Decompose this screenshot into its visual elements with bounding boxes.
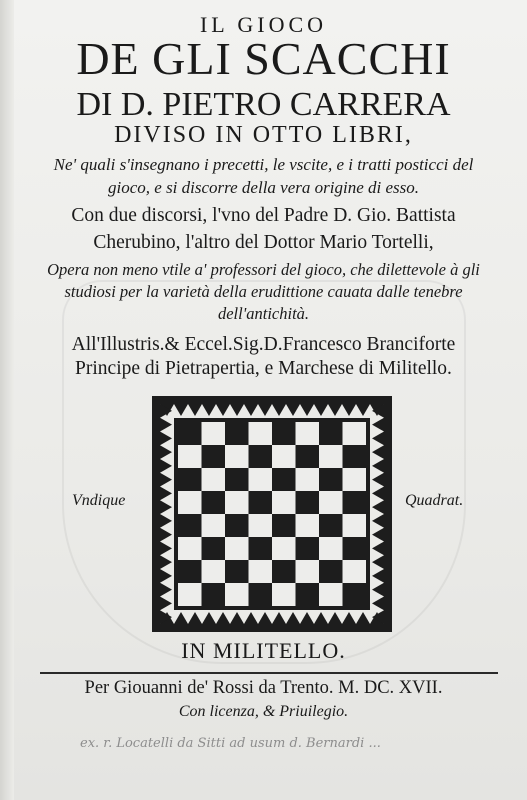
dedication-line-2: Principe di Pietrapertia, e Marchese di Militello. — [75, 358, 452, 379]
board-square — [225, 445, 249, 468]
board-square — [343, 445, 367, 468]
board-square — [225, 583, 249, 606]
imprint-rule — [40, 672, 498, 674]
board-square — [202, 537, 226, 560]
board-square — [249, 583, 273, 606]
board-square — [319, 491, 343, 514]
board-square — [272, 514, 296, 537]
board-square — [319, 422, 343, 445]
board-square — [296, 514, 320, 537]
board-square — [178, 491, 202, 514]
board-square — [319, 583, 343, 606]
board-square — [343, 491, 367, 514]
imprint-place: IN MILITELLO. — [181, 638, 346, 663]
board-square — [296, 445, 320, 468]
opera-line-3: dell'antichità. — [217, 304, 310, 323]
board-square — [272, 537, 296, 560]
motto-right: Quadrat. — [405, 492, 464, 509]
board-square — [202, 491, 226, 514]
board-square — [178, 445, 202, 468]
board-square — [343, 537, 367, 560]
board-square — [249, 514, 273, 537]
license-line: Con licenza, & Priuilegio. — [178, 703, 349, 720]
board-square — [249, 560, 273, 583]
printer-line: Per Giouanni de' Rossi da Trento. M. DC. XVII. — [84, 678, 443, 698]
board-square — [178, 422, 202, 445]
board-square — [319, 468, 343, 491]
board-square — [202, 422, 226, 445]
board-square — [249, 468, 273, 491]
board-square — [343, 422, 367, 445]
board-square — [272, 560, 296, 583]
handwritten-inscription: ex. r. Locatelli da Sitti ad usum d. Bernardi ... — [80, 736, 381, 751]
description-line-1: Ne' quali s'insegnano i precetti, le vscite, e i tratti posticci del — [53, 155, 474, 174]
description-line-2: gioco, e si discorre della vera origine di esso. — [108, 178, 419, 197]
board-square — [225, 514, 249, 537]
board-square — [343, 468, 367, 491]
board-square — [343, 514, 367, 537]
board-square — [249, 537, 273, 560]
board-square — [202, 583, 226, 606]
board-square — [225, 422, 249, 445]
board-square — [272, 445, 296, 468]
board-square — [249, 491, 273, 514]
board-square — [178, 537, 202, 560]
board-square — [272, 422, 296, 445]
opera-line-2: studiosi per la varietà della erudittione cauata dalle tenebre — [64, 282, 463, 301]
board-square — [272, 468, 296, 491]
board-square — [319, 560, 343, 583]
discourses-line-1: Con due discorsi, l'vno del Padre D. Gio. Battista — [71, 205, 456, 226]
board-square — [202, 468, 226, 491]
board-square — [296, 560, 320, 583]
author-line: DI D. PIETRO CARRERA — [76, 86, 451, 123]
board-square — [202, 560, 226, 583]
board-square — [296, 491, 320, 514]
board-square — [178, 583, 202, 606]
board-square — [296, 583, 320, 606]
board-square — [272, 583, 296, 606]
board-square — [272, 491, 296, 514]
board-square — [319, 514, 343, 537]
board-square — [296, 468, 320, 491]
chessboard-woodcut — [152, 396, 392, 632]
subtitle-line: DIVISO IN OTTO LIBRI, — [114, 122, 413, 148]
board-square — [296, 537, 320, 560]
motto-left: Vndique — [72, 492, 126, 509]
dedication-line-1: All'Illustris.& Eccel.Sig.D.Francesco Branciforte — [71, 334, 456, 355]
board-square — [249, 445, 273, 468]
board-square — [296, 422, 320, 445]
board-square — [202, 514, 226, 537]
board-square — [225, 491, 249, 514]
title-line-1: IL GIOCO — [199, 12, 328, 37]
board-square — [319, 445, 343, 468]
title-line-2: DE GLI SCACCHI — [76, 33, 451, 84]
board-square — [178, 468, 202, 491]
board-squares — [178, 422, 366, 606]
board-square — [343, 583, 367, 606]
opera-line-1: Opera non meno vtile a' professori del gioco, che dilettevole à gli — [47, 260, 480, 279]
board-square — [343, 560, 367, 583]
board-square — [225, 560, 249, 583]
board-square — [249, 422, 273, 445]
board-square — [202, 445, 226, 468]
board-square — [178, 560, 202, 583]
board-square — [319, 537, 343, 560]
board-square — [225, 468, 249, 491]
board-square — [225, 537, 249, 560]
board-square — [178, 514, 202, 537]
discourses-line-2: Cherubino, l'altro del Dottor Mario Tortelli, — [93, 232, 434, 253]
